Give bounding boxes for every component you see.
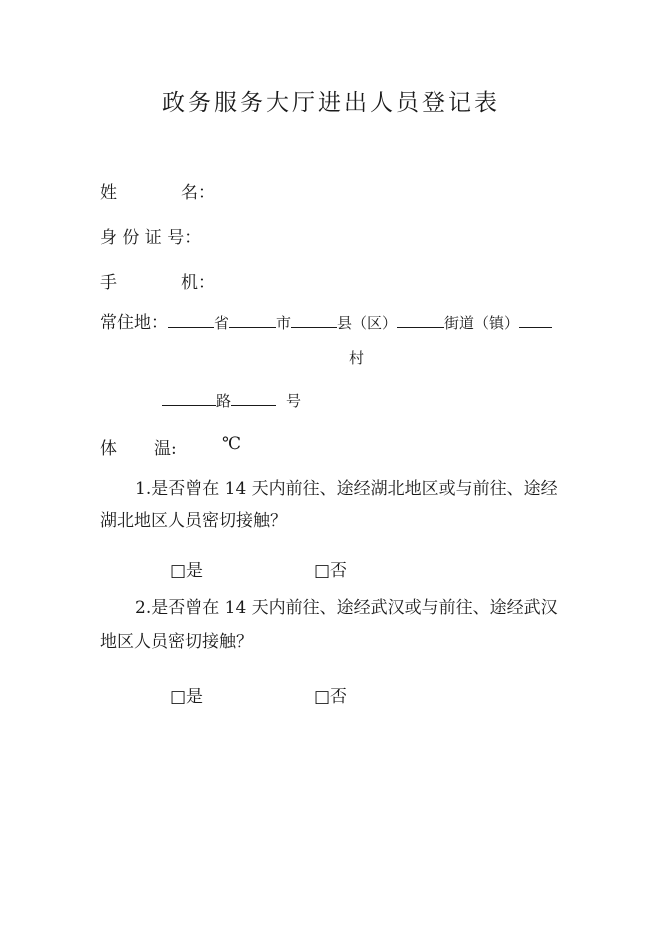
street-blank[interactable]: [397, 313, 444, 328]
id-number-label: 身 份 证 号：: [100, 228, 202, 248]
question-1-yes-checkbox[interactable]: □是: [170, 561, 204, 581]
phone-label-char2: 机：: [181, 273, 215, 293]
question-1-line2: 湖北地区人员密切接触？: [100, 511, 287, 531]
name-label-char1: 姓: [100, 183, 117, 203]
city-blank[interactable]: [229, 313, 276, 328]
road-blank[interactable]: [162, 391, 216, 406]
name-label-char2: 名：: [181, 183, 215, 203]
question-2-yes-checkbox[interactable]: □是: [170, 687, 204, 707]
question-2-no-checkbox[interactable]: □否: [314, 687, 348, 707]
residence-label: 常住地：: [100, 313, 168, 333]
province-blank[interactable]: [168, 313, 214, 328]
road-label: 路: [216, 392, 232, 410]
temperature-field[interactable]: [186, 432, 220, 456]
question-1-line1: 1.是否曾在 14 天内前往、途经湖北地区或与前往、途经: [135, 479, 558, 499]
number-blank[interactable]: [231, 391, 276, 406]
celsius-unit: ℃: [222, 434, 242, 454]
street-label: 街道（镇）: [444, 314, 520, 332]
province-label: 省: [214, 314, 230, 332]
name-field[interactable]: [210, 176, 410, 200]
question-2-line2: 地区人员密切接触？: [100, 632, 253, 652]
number-label: 号: [286, 392, 302, 410]
phone-label-char1: 手: [100, 273, 117, 293]
question-2-line1: 2.是否曾在 14 天内前往、途经武汉或与前往、途经武汉: [135, 598, 558, 618]
village-blank[interactable]: [519, 313, 552, 328]
road-row: [162, 389, 301, 413]
id-number-field[interactable]: [210, 221, 460, 245]
residence-row: [100, 311, 552, 335]
temperature-label-char1: 体: [100, 439, 117, 459]
county-blank[interactable]: [291, 313, 337, 328]
temperature-label-char2: 温:: [154, 439, 177, 459]
city-label: 市: [276, 314, 292, 332]
phone-field[interactable]: [210, 266, 410, 290]
question-1-no-checkbox[interactable]: □否: [314, 561, 348, 581]
village-label: 村: [349, 349, 365, 367]
county-label: 县（区）: [337, 314, 398, 332]
page-title: 政务服务大厅进出人员登记表: [162, 90, 500, 116]
